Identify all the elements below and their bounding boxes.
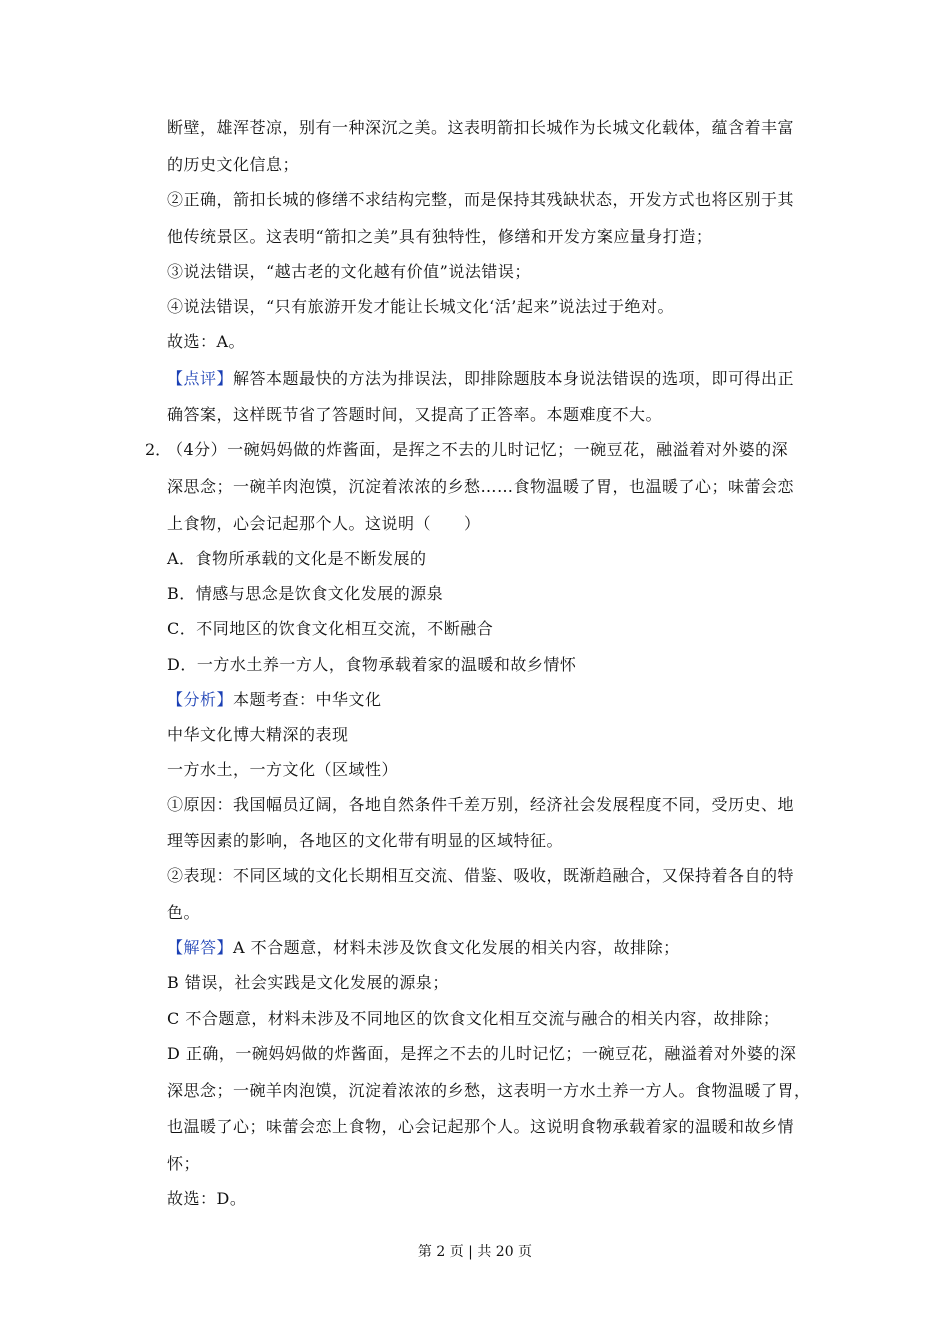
answer-line: C 不合题意，材料未涉及不同地区的饮食文化相互交流与融合的相关内容，故排除； (167, 1009, 780, 1028)
option-d: D．一方水土养一方人，食物承载着家的温暖和故乡情怀 (167, 655, 577, 674)
text-line: ③说法错误，“越古老的文化越有价值”说法错误； (167, 262, 531, 281)
option-a: A．食物所承载的文化是不断发展的 (167, 549, 427, 568)
page-footer: 第 2 页 | 共 20 页 (417, 1244, 533, 1260)
answer-line: 也温暖了心；味蕾会恋上食物，心会记起那个人。这说明食物承载着家的温暖和故乡情 (167, 1117, 795, 1136)
answer-line: 故选：D。 (167, 1189, 247, 1208)
option-b: B．情感与思念是饮食文化发展的源泉 (167, 584, 444, 603)
answer-heading (167, 938, 817, 958)
text-line: ②正确，箭扣长城的修缮不求结构完整，而是保持其残缺状态，开发方式也将区别于其 (167, 190, 795, 209)
answer-line: 怀； (167, 1154, 201, 1173)
text-line: 故选：A。 (167, 332, 246, 351)
question-number: 2． (145, 440, 172, 459)
analysis-line: 一方水土，一方文化（区域性） (167, 760, 399, 779)
answer-line: D 正确，一碗妈妈做的炸酱面，是挥之不去的儿时记忆；一碗豆花，融溢着对外婆的深 (167, 1044, 797, 1063)
analysis-line: 理等因素的影响，各地区的文化带有明显的区域特征。 (167, 831, 564, 850)
analysis-tag: 【分析】 (167, 690, 234, 709)
text-line: ④说法错误，“只有旅游开发才能让长城文化‘活’起来”说法过于绝对。 (167, 297, 675, 316)
analysis-line: ②表现：不同区域的文化长期相互交流、借鉴、吸收，既渐趋融合，又保持着各自的特 (167, 866, 795, 885)
question-stem-line: （4分）一碗妈妈做的炸酱面，是挥之不去的儿时记忆；一碗豆花，融溢着对外婆的深 (167, 440, 789, 459)
text-line: 断壁，雄浑苍凉，别有一种深沉之美。这表明箭扣长城作为长城文化载体，蕴含着丰富 (167, 118, 795, 137)
text-line: 的历史文化信息； (167, 155, 300, 174)
answer-text: A 不合题意，材料未涉及饮食文化发展的相关内容，故排除； (233, 938, 680, 957)
option-c: C．不同地区的饮食文化相互交流，不断融合 (167, 619, 494, 638)
analysis-line: 色。 (167, 903, 201, 922)
answer-tag: 【解答】 (167, 938, 234, 957)
comment-line-2: 确答案，这样既节省了答题时间，又提高了正答率。本题难度不大。 (167, 405, 663, 424)
analysis-text: 本题考查：中华文化 (233, 690, 382, 709)
analysis-line: 中华文化博大精深的表现 (167, 725, 349, 744)
analysis-line: ①原因：我国幅员辽阔，各地自然条件千差万别，经济社会发展程度不同，受历史、地 (167, 795, 795, 814)
comment-line (167, 369, 817, 389)
answer-line: B 错误，社会实践是文化发展的源泉； (167, 973, 449, 992)
comment-tag: 【点评】 (167, 369, 234, 388)
analysis-heading (167, 690, 817, 710)
answer-line: 深思念；一碗羊肉泡馍，沉淀着浓浓的乡愁，这表明一方水土养一方人。食物温暖了胃， (167, 1081, 811, 1100)
question-stem-line: 上食物，心会记起那个人。这说明（ ） (167, 514, 481, 533)
question-stem-line: 深思念；一碗羊肉泡馍，沉淀着浓浓的乡愁……食物温暖了胃，也温暖了心；味蕾会恋 (167, 477, 795, 496)
comment-text: 解答本题最快的方法为排误法，即排除题肢本身说法错误的选项，即可得出正 (233, 369, 795, 388)
text-line: 他传统景区。这表明“箭扣之美”具有独特性，修缮和开发方案应量身打造； (167, 227, 713, 246)
